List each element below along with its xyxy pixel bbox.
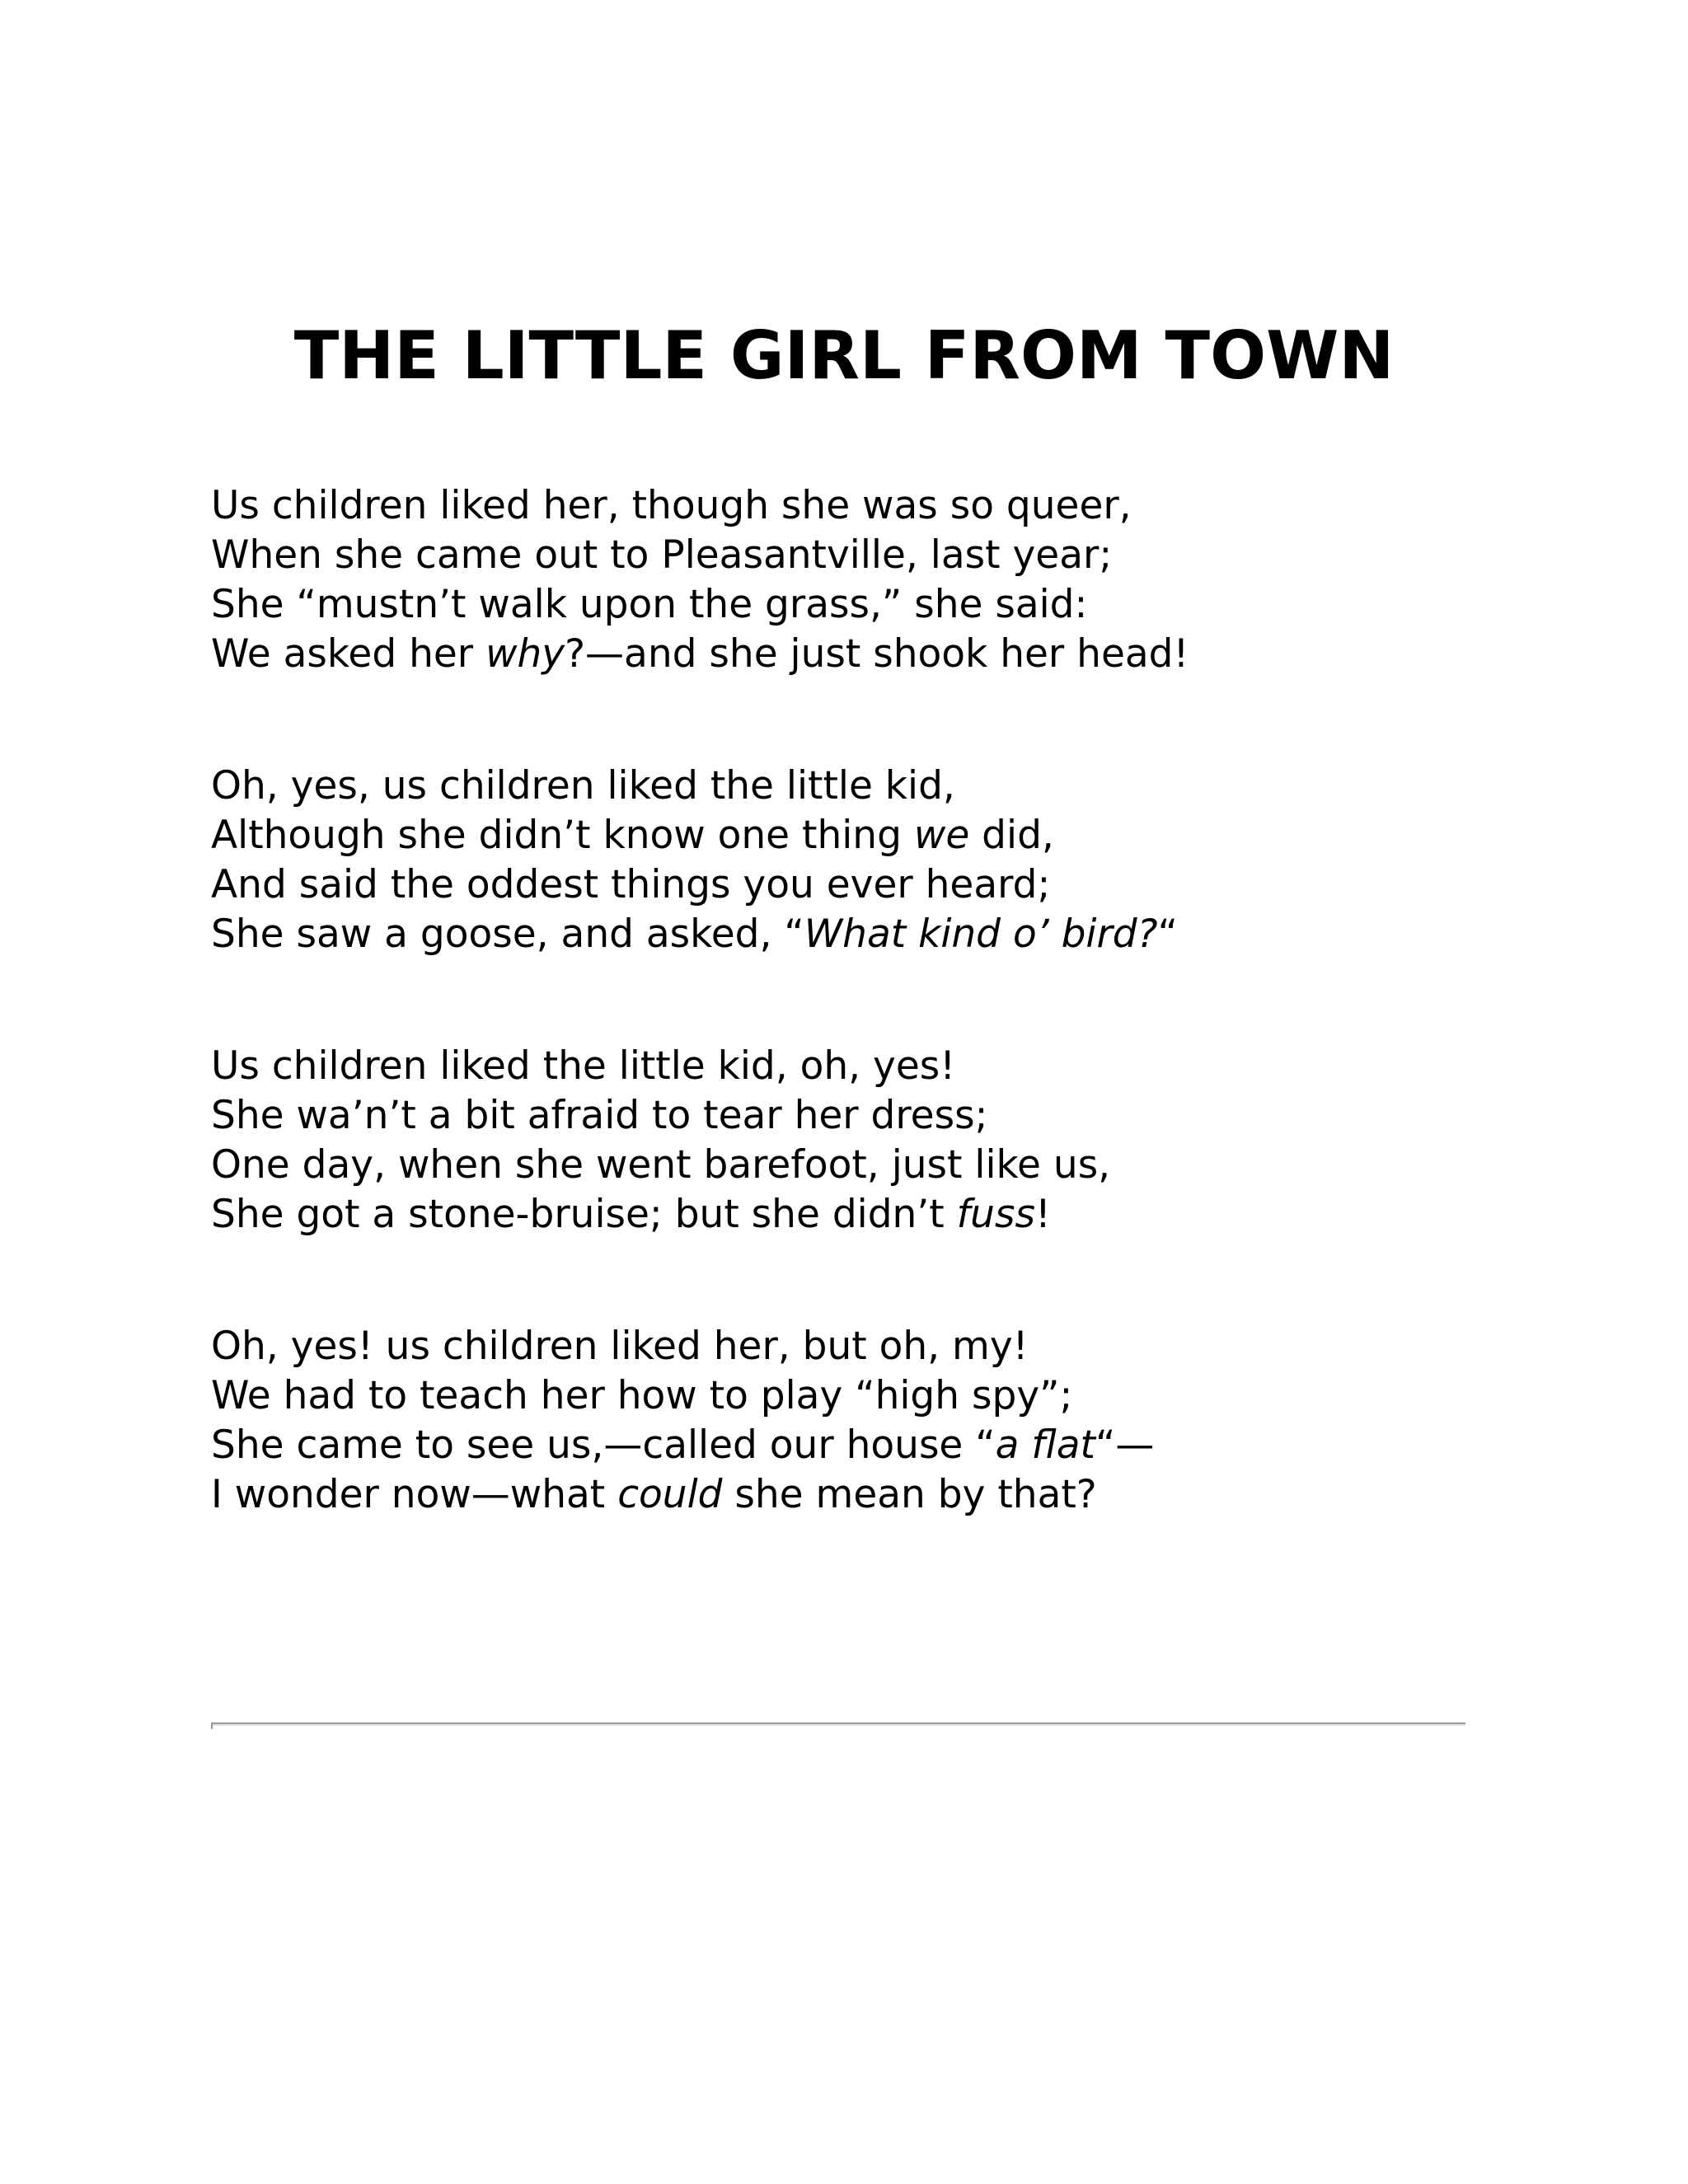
poem-line: Us children liked her, though she was so queer, xyxy=(211,483,1132,528)
poem-line: When she came out to Pleasantville, last year; xyxy=(211,532,1113,578)
poem-line: We had to teach her how to play “high spy”; xyxy=(211,1373,1073,1418)
emphasis: why xyxy=(485,631,565,677)
line-text: She saw a goose, and asked, “ xyxy=(211,912,804,957)
poem-line: And said the oddest things you ever heard; xyxy=(211,862,1051,907)
poem-line: One day, when she went barefoot, just like us, xyxy=(211,1142,1111,1188)
poem-line xyxy=(211,1190,1110,1240)
poem-line xyxy=(211,1470,1154,1520)
stanza-4 xyxy=(211,1322,1154,1520)
line-text: she mean by that? xyxy=(722,1472,1097,1517)
line-text: “ xyxy=(1157,912,1178,957)
emphasis: fuss xyxy=(956,1192,1035,1237)
line-text: “— xyxy=(1095,1422,1155,1468)
poem-line: She wa’n’t a bit afraid to tear her dress; xyxy=(211,1093,988,1138)
line-text: Although she didn’t know one thing xyxy=(211,813,914,858)
poem-line: Oh, yes, us children liked the little kid, xyxy=(211,763,955,808)
poem-line: Oh, yes! us children liked her, but oh, my! xyxy=(211,1324,1029,1369)
line-text: She got a stone-bruise; but she didn’t xyxy=(211,1192,957,1237)
poem-line xyxy=(211,910,1178,959)
poem-line: She “mustn’t walk upon the grass,” she said: xyxy=(211,582,1088,627)
line-text: She came to see us,—called our house “ xyxy=(211,1422,996,1468)
poem-line xyxy=(211,630,1189,679)
line-text: We asked her xyxy=(211,631,486,677)
poem-line xyxy=(211,811,1178,860)
stanza-2 xyxy=(211,762,1178,959)
emphasis: a flat xyxy=(995,1422,1095,1468)
emphasis: we xyxy=(913,813,970,858)
horizontal-rule-end xyxy=(211,1722,213,1729)
line-text: ! xyxy=(1034,1192,1051,1237)
poem-line xyxy=(211,1421,1154,1470)
emphasis: could xyxy=(617,1472,723,1517)
horizontal-rule xyxy=(211,1722,1465,1726)
line-text: ?—and she just shook her head! xyxy=(565,631,1189,677)
poem-line: Us children liked the little kid, oh, yes! xyxy=(211,1043,956,1089)
line-text: did, xyxy=(969,813,1054,858)
emphasis: What kind o’ bird? xyxy=(804,912,1158,957)
stanza-3 xyxy=(211,1042,1110,1240)
poem-title: THE LITTLE GIRL FROM TOWN xyxy=(293,317,1395,394)
line-text: I wonder now—what xyxy=(211,1472,618,1517)
stanza-1 xyxy=(211,481,1189,679)
